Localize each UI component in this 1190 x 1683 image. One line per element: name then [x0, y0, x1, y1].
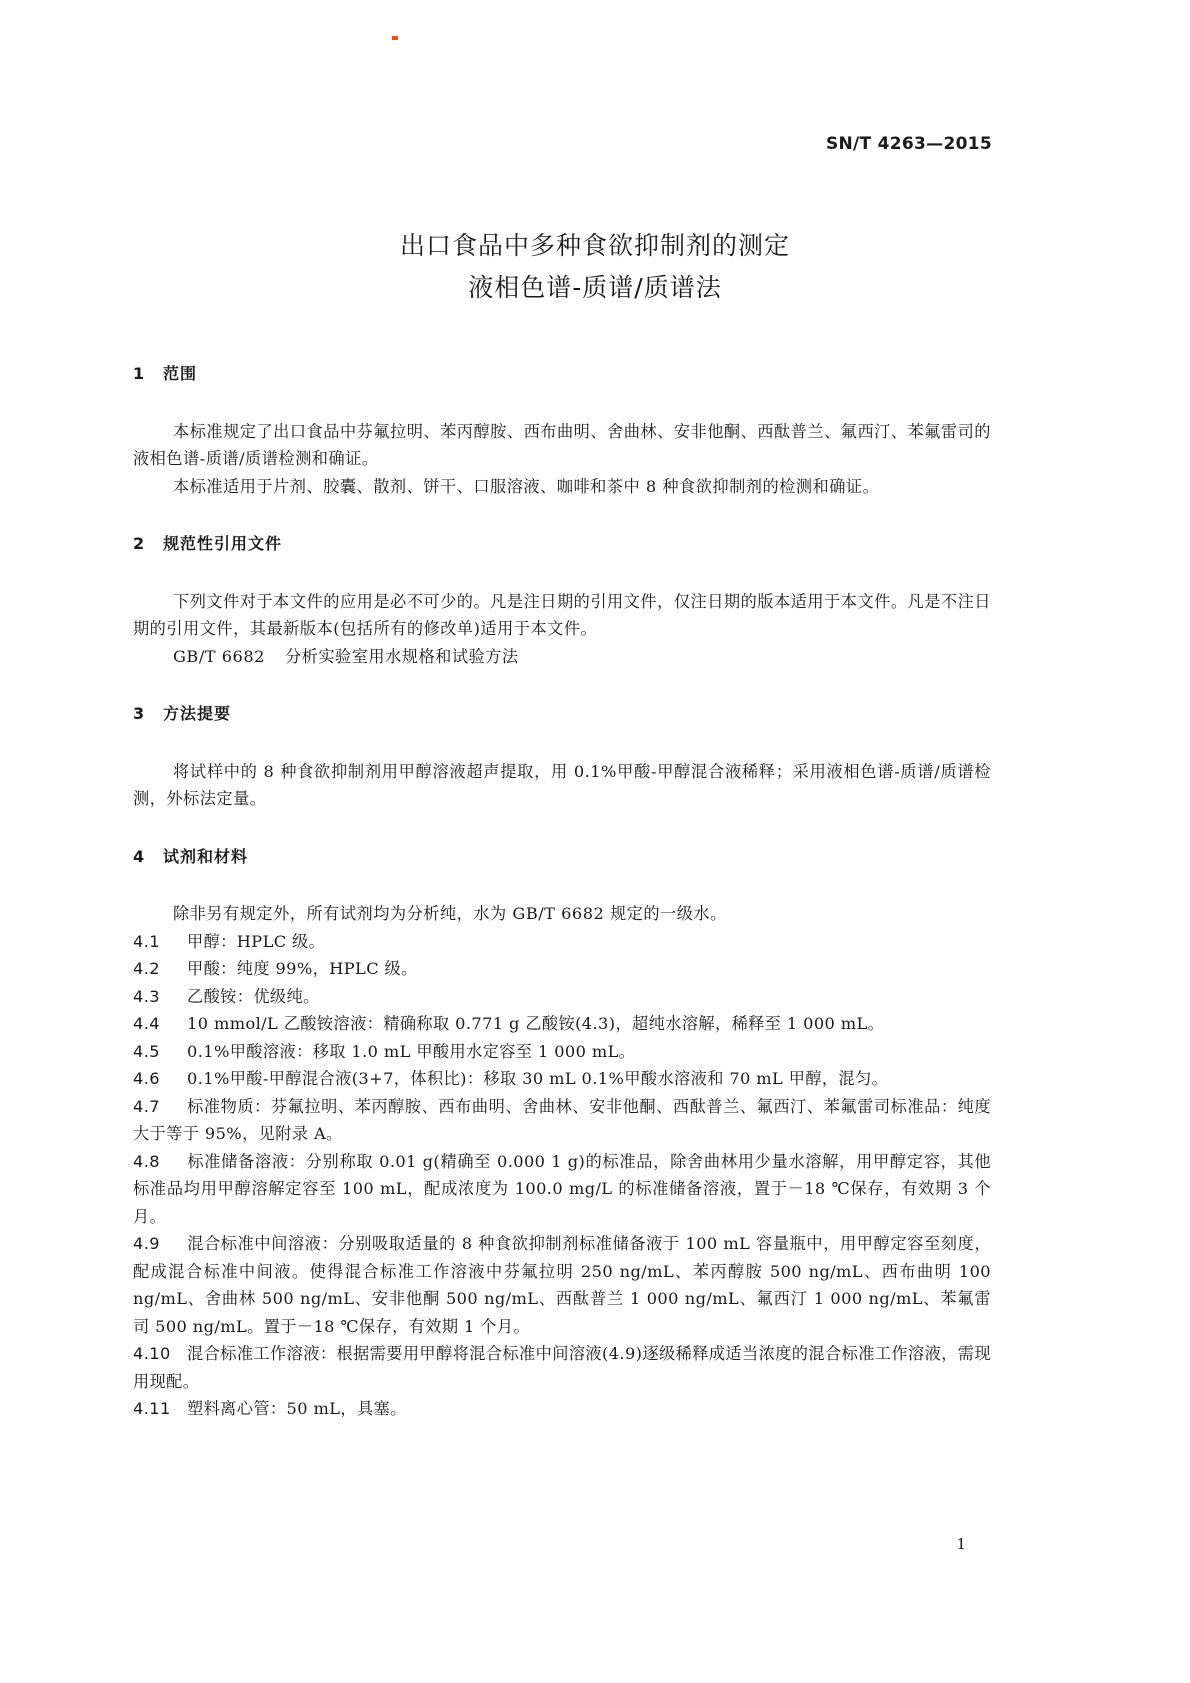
- document-title-line2: 液相色谱-质谱/质谱法: [468, 273, 722, 302]
- document-title-line1: 出口食品中多种食欲抑制剂的测定: [399, 231, 790, 260]
- item-text: 混合标准中间溶液：分别吸取适量的 8 种食欲抑制剂标准储备液于 100 mL 容量瓶中，用甲醇定容至刻度，配成混合标准中间液。使得混合标准工作溶液中芬氟拉明 250 ng/mL、苯丙醇胺 500 ng/mL、西布曲明 100 ng/mL、舍曲林 500 ng/mL、安非他酮 500 ng/mL、西酞普兰 1 000 ng/mL、氟西汀 1 000 ng/mL、苯氟雷司 500 ng/mL。置于－18 ℃保存，有效期 1 个月。: [133, 1234, 991, 1336]
- item-number: 4.3: [133, 986, 160, 1006]
- item-text: 标准物质：芬氟拉明、苯丙醇胺、西布曲明、舍曲林、安非他酮、西酞普兰、氟西汀、苯氟雷司标准品：纯度大于等于 95%，见附录 A。: [133, 1096, 991, 1143]
- item-number: 4.7: [133, 1096, 160, 1116]
- paragraph: 本标准适用于片剂、胶囊、散剂、饼干、口服溶液、咖啡和茶中 8 种食欲抑制剂的检测和确证。: [173, 476, 880, 496]
- item-text: 混合标准工作溶液：根据需要用甲醇将混合标准中间溶液(4.9)逐级稀释成适当浓度的混合标准工作溶液，需现用现配。: [133, 1344, 991, 1391]
- list-item: [133, 983, 991, 1011]
- list-item: [133, 1093, 991, 1148]
- paragraph: 下列文件对于本文件的应用是必不可少的。凡是注日期的引用文件，仅注日期的版本适用于本文件。凡是不注日期的引用文件，其最新版本(包括所有的修改单)适用于本文件。: [133, 591, 991, 638]
- section-heading: [133, 360, 991, 388]
- item-number: 4.8: [133, 1151, 160, 1171]
- section-heading: [133, 843, 991, 871]
- reference-title: 分析实验室用水规格和试验方法: [285, 646, 519, 666]
- item-text: 0.1%甲酸溶液：移取 1.0 mL 甲酸用水定容至 1 000 mL。: [187, 1041, 636, 1061]
- list-item: [133, 1340, 991, 1395]
- list-item: [133, 1038, 991, 1066]
- normative-reference: [133, 643, 991, 671]
- list-item: [133, 928, 991, 956]
- item-text: 甲醇：HPLC 级。: [187, 931, 326, 951]
- paragraph: 本标准规定了出口食品中芬氟拉明、苯丙醇胺、西布曲明、舍曲林、安非他酮、西酞普兰、氟西汀、苯氟雷司的液相色谱-质谱/质谱检测和确证。: [133, 421, 991, 468]
- section-title: 试剂和材料: [163, 846, 249, 866]
- item-text: 塑料离心管：50 mL，具塞。: [187, 1399, 407, 1418]
- section-number: 4: [133, 846, 146, 866]
- item-number: 4.4: [133, 1014, 160, 1033]
- section-number: 2: [133, 534, 146, 553]
- standard-code: SN/T 4263—2015: [825, 134, 992, 154]
- document-body: [133, 360, 991, 1423]
- list-item: [133, 1010, 991, 1038]
- item-text: 0.1%甲酸-甲醇混合液(3+7，体积比)：移取 30 mL 0.1%甲酸水溶液和 70 mL 甲醇，混匀。: [187, 1069, 889, 1088]
- reagent-list: [133, 928, 991, 1423]
- list-item: [133, 955, 991, 983]
- item-text: 标准储备溶液：分别称取 0.01 g(精确至 0.000 1 g)的标准品，除舍曲林用少量水溶解，用甲醇定容，其他标准品均用甲醇溶解定容至 100 mL，配成浓度为 100.0 mg/L 的标准储备溶液，置于－18 ℃保存，有效期 3 个月。: [133, 1151, 991, 1226]
- top-mark: [392, 36, 398, 40]
- list-item: [133, 1230, 991, 1340]
- item-number: 4.5: [133, 1041, 160, 1061]
- item-number: 4.6: [133, 1069, 160, 1088]
- section-title: 规范性引用文件: [163, 534, 283, 553]
- list-item: [133, 1395, 991, 1423]
- section-title: 方法提要: [163, 704, 232, 723]
- section-number: 1: [133, 364, 146, 383]
- page-number: 1: [956, 1535, 966, 1553]
- section-heading: [133, 700, 991, 728]
- list-item: [133, 1148, 991, 1231]
- reference-code: GB/T 6682: [173, 646, 265, 666]
- item-number: 4.11: [133, 1399, 171, 1418]
- item-number: 4.1: [133, 931, 160, 951]
- item-text: 乙酸铵：优级纯。: [187, 986, 320, 1006]
- item-text: 10 mmol/L 乙酸铵溶液：精确称取 0.771 g 乙酸铵(4.3)，超纯水溶解，稀释至 1 000 mL。: [187, 1014, 885, 1033]
- item-text: 甲酸：纯度 99%，HPLC 级。: [187, 959, 418, 978]
- section-number: 3: [133, 704, 146, 723]
- list-item: [133, 1065, 991, 1093]
- item-number: 4.9: [133, 1234, 160, 1253]
- paragraph: 除非另有规定外，所有试剂均为分析纯，水为 GB/T 6682 规定的一级水。: [173, 904, 727, 923]
- section-heading: [133, 530, 991, 558]
- paragraph: 将试样中的 8 种食欲抑制剂用甲醇溶液超声提取，用 0.1%甲酸-甲醇混合液稀释；采用液相色谱-质谱/质谱检测，外标法定量。: [133, 761, 991, 808]
- item-number: 4.10: [133, 1344, 171, 1363]
- section-title: 范围: [163, 364, 198, 383]
- item-number: 4.2: [133, 959, 160, 978]
